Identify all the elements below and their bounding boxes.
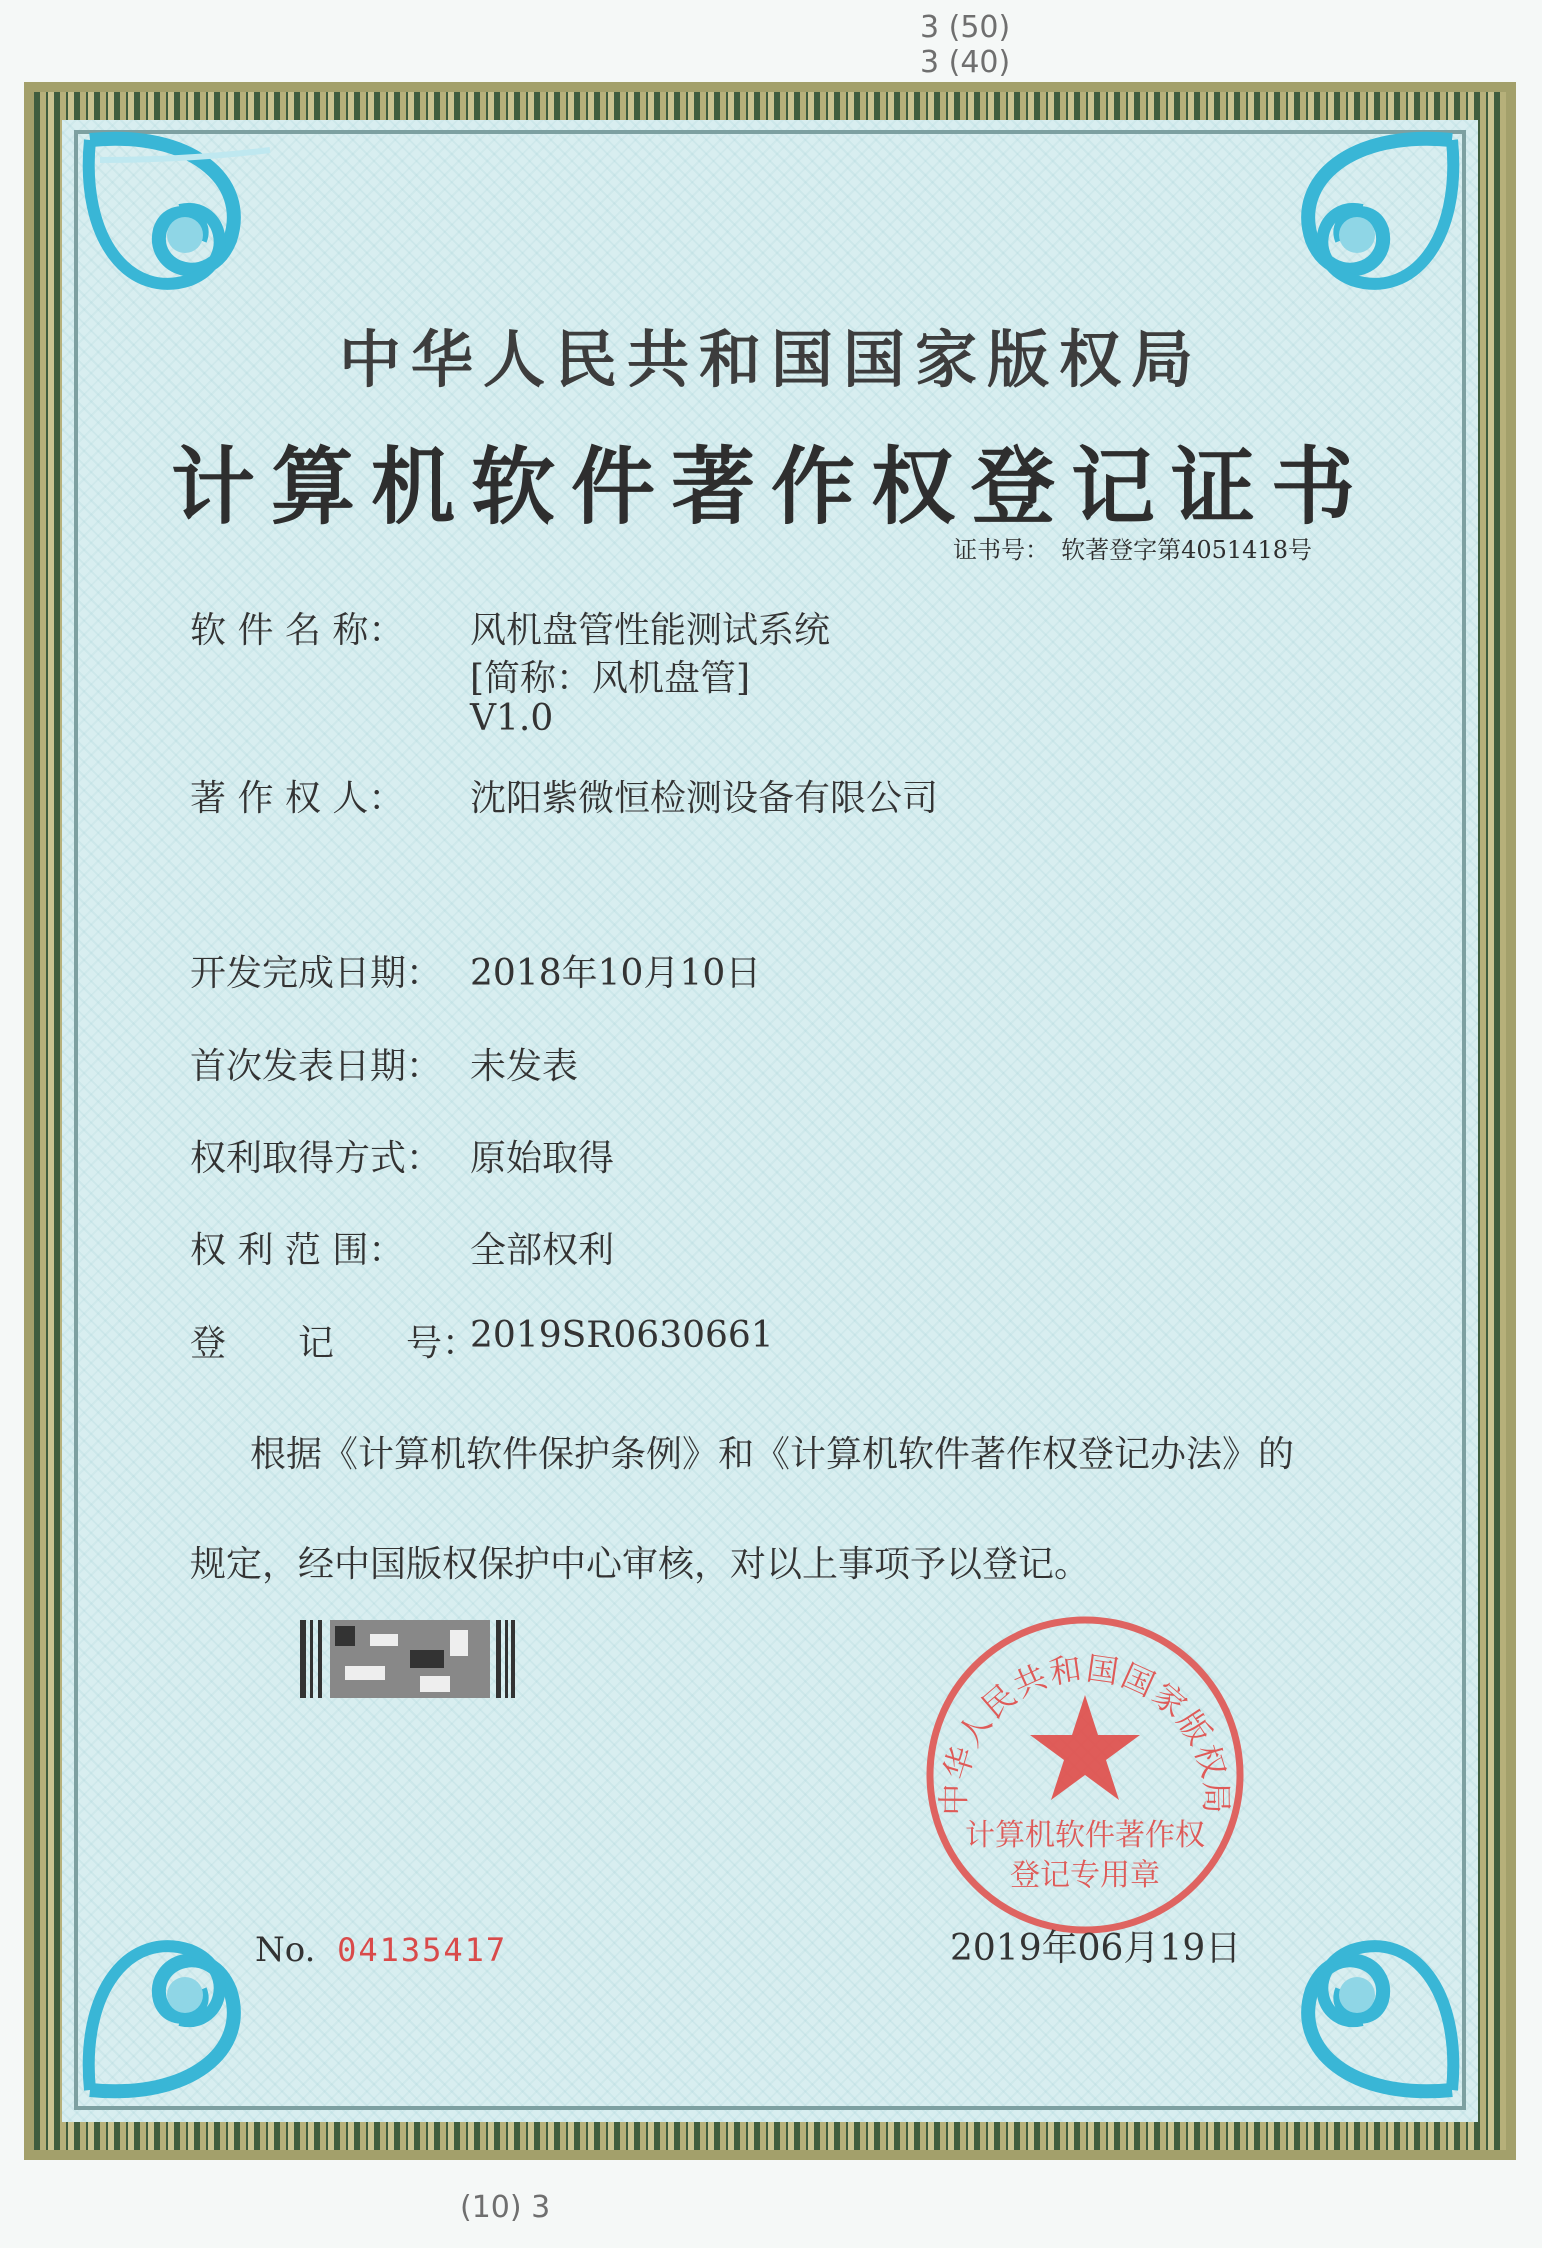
certificate-serial [255,1930,507,1970]
copyright-owner: 沈阳紫微恒检测设备有限公司 [470,778,939,819]
software-short-name: [简称：风机盘管] [470,658,751,699]
scope-label: 权 利 范 围： [190,1230,405,1271]
corner-ornament-bottom-left [70,1860,320,2110]
software-name-label: 软 件 名 称： [190,610,405,651]
software-name: 风机盘管性能测试系统 [470,610,831,651]
first-publication: 未发表 [470,1046,579,1087]
handwritten-note-bottom: (10) 3 [460,2190,551,2225]
seal-ring-text: 中华人民共和国国家版权局 [934,1649,1236,1816]
official-seal [920,1610,1250,1940]
owner-label: 著 作 权 人： [190,778,405,819]
first-publication-label: 首次发表日期： [190,1046,443,1087]
handwritten-note-top-2: 3 (40) [920,45,1011,80]
statement-line-1: 根据《计算机软件保护条例》和《计算机软件著作权登记办法》的 [250,1434,1295,1475]
corner-ornament-bottom-right [1222,1860,1472,2110]
issue-date: 2019年06月19日 [950,1928,1242,1969]
certificate-number: 证书号： 软著登字第4051418号 [953,536,1312,564]
2d-barcode [300,1620,515,1698]
rights-scope: 全部权利 [470,1230,615,1271]
completion-date: 2018年10月10日 [470,953,762,994]
completion-date-label: 开发完成日期： [190,953,443,994]
seal-line-1: 计算机软件著作权 [965,1818,1205,1853]
statement-line-2: 规定，经中国版权保护中心审核，对以上事项予以登记。 [190,1544,1091,1585]
serial-label: No. [255,1930,316,1970]
issuing-authority: 中华人民共和国国家版权局 [338,323,1203,396]
registration-label: 登 记 号： [190,1323,479,1364]
handwritten-note-top: 3 (50) [920,10,1011,45]
acquisition-label: 权利取得方式： [190,1138,443,1179]
registration-number: 2019SR0630661 [470,1315,774,1356]
rights-acquisition: 原始取得 [470,1138,615,1179]
seal-line-2: 登记专用章 [1010,1858,1160,1893]
certificate-title: 计算机软件著作权登记证书 [170,437,1371,536]
software-version: V1.0 [470,698,554,739]
serial-number: 04135417 [337,1931,508,1969]
